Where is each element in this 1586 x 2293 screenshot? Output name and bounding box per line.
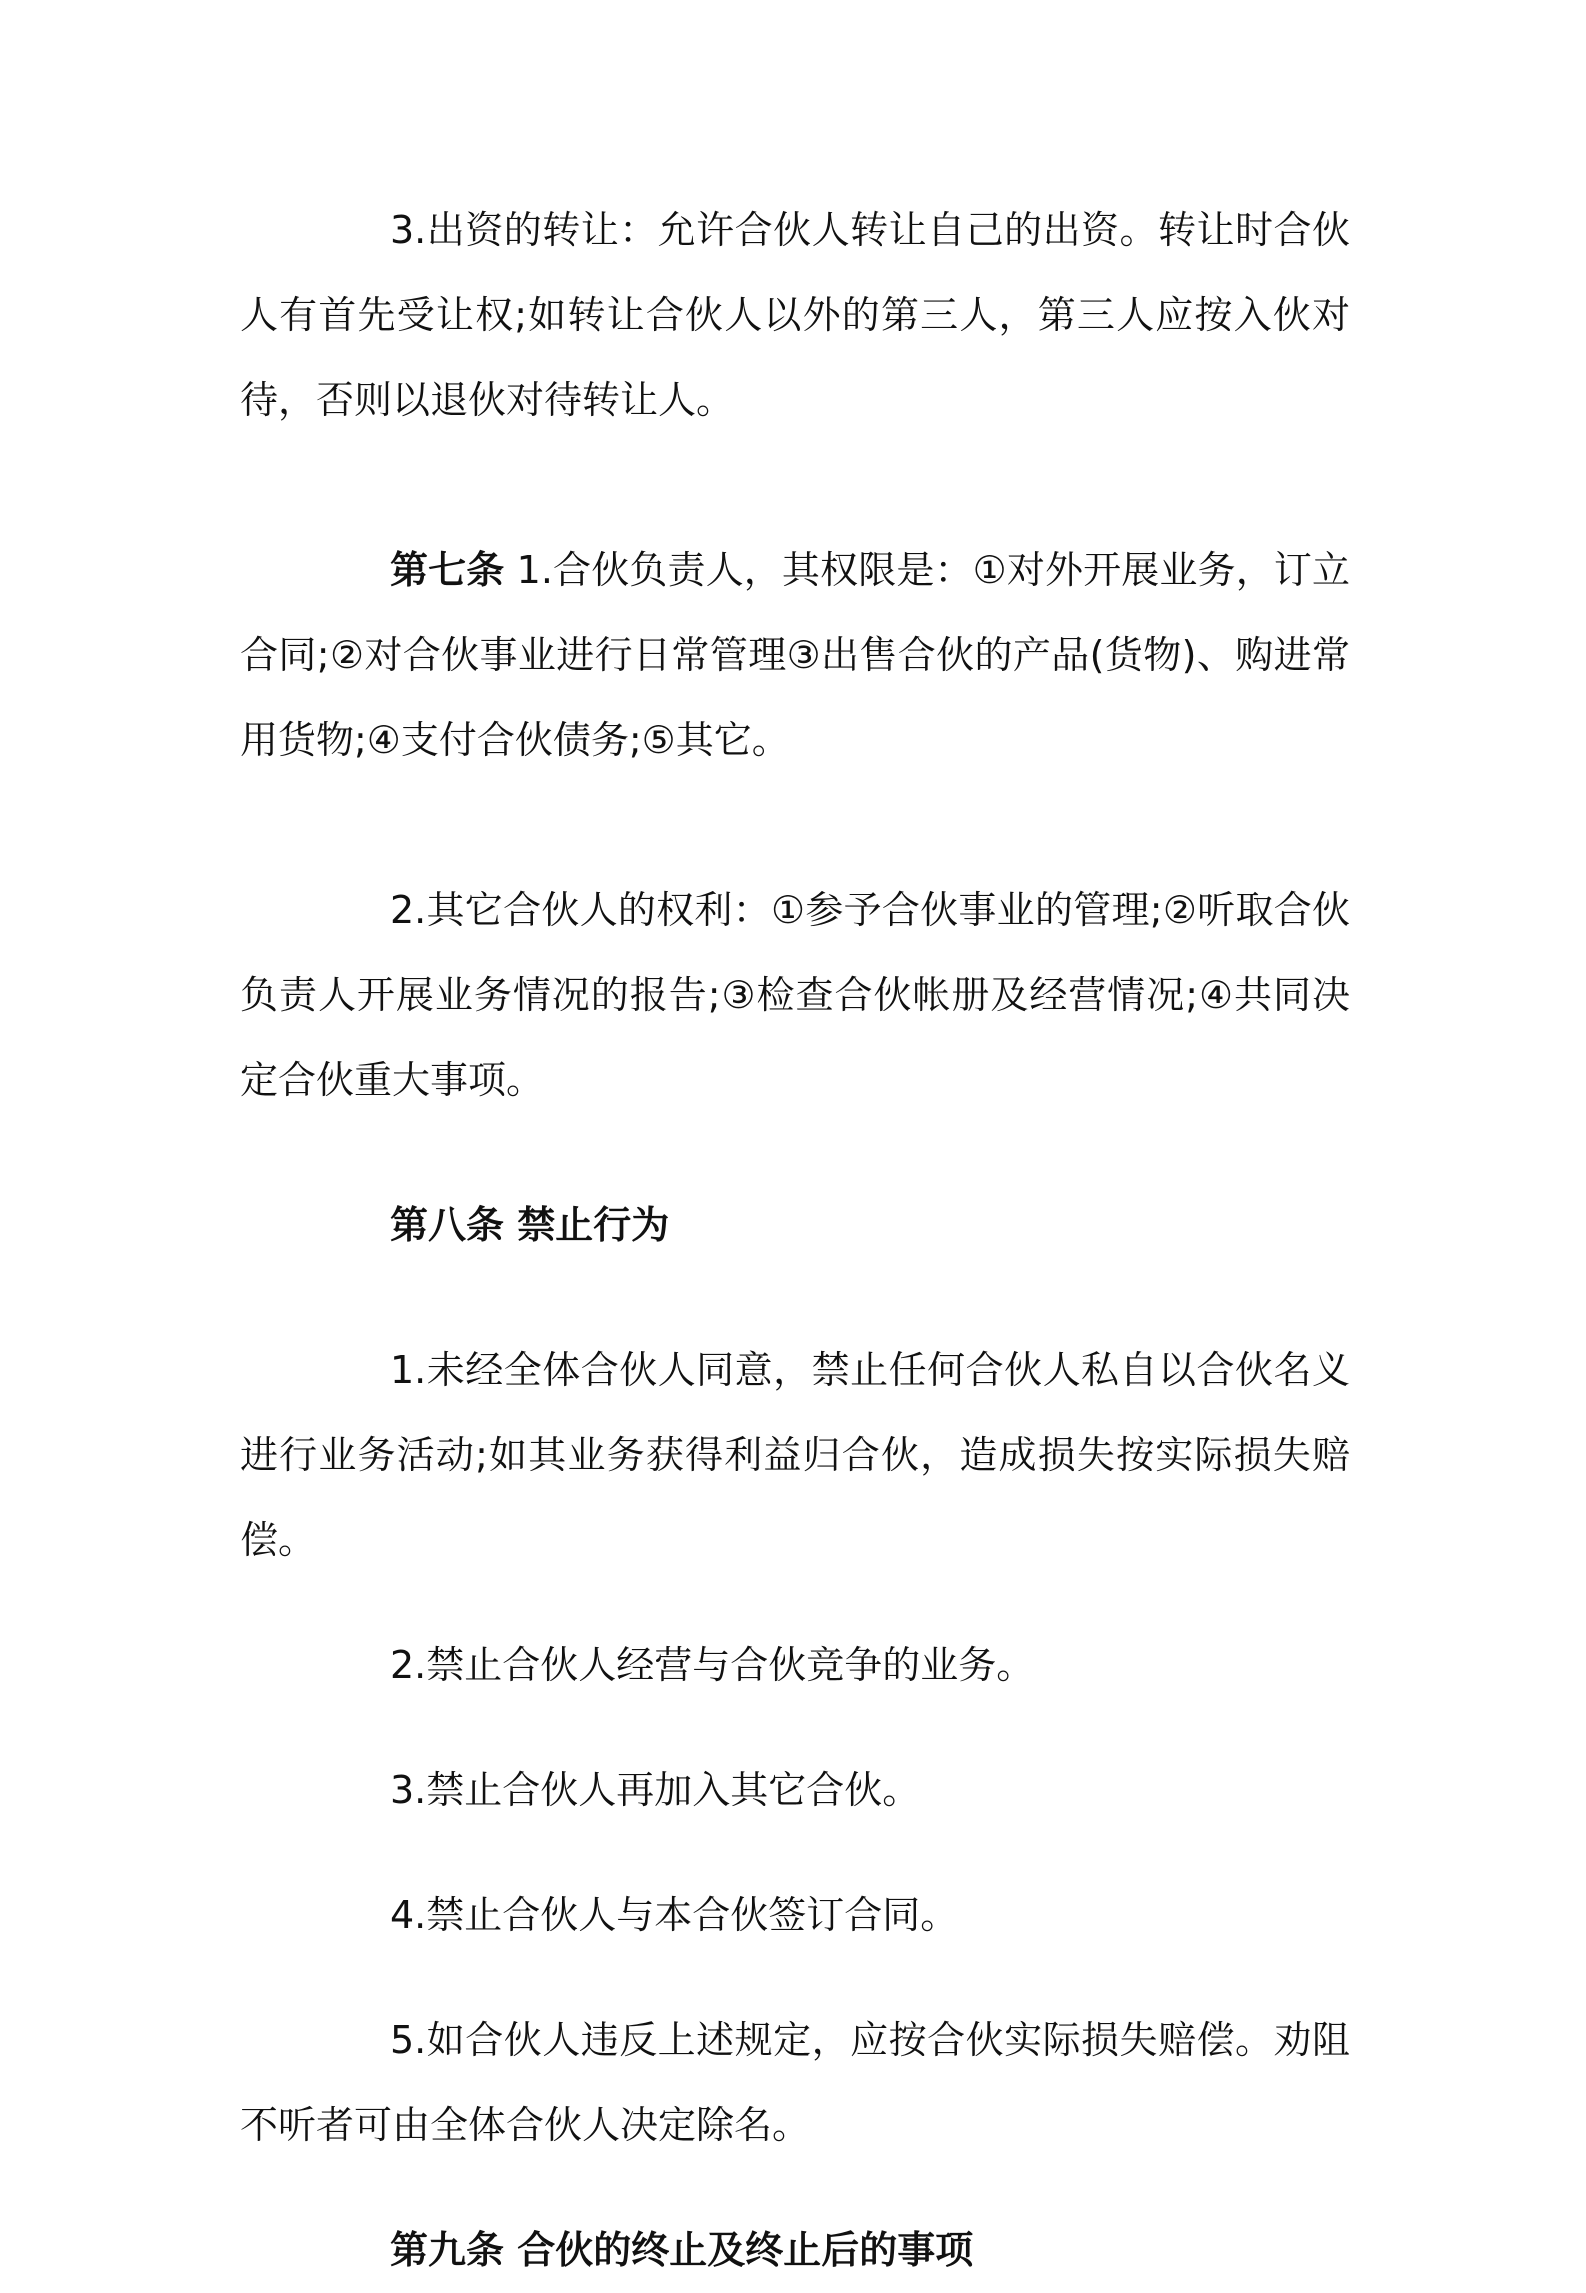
article-7-text: 1.合伙负责人，其权限是：①对外开展业务，订立合同;②对合伙事业进行日常管理③出售合伙的产品(货物)、购进常用货物;④支付合伙债务;⑤其它。 [240, 548, 1350, 762]
paragraph-article-7 [240, 528, 1350, 783]
paragraph-other-partner-rights: 2.其它合伙人的权利：①参予合伙事业的管理;②听取合伙负责人开展业务情况的报告;③检查合伙帐册及经营情况;④共同决定合伙重大事项。 [240, 888, 1350, 1102]
paragraph-prohibition-4: 4.禁止合伙人与本合伙签订合同。 [390, 1893, 959, 1937]
paragraph-capital-transfer: 3.出资的转让：允许合伙人转让自己的出资。转让时合伙人有首先受让权;如转让合伙人以外的第三人，第三人应按入伙对待，否则以退伙对待转让人。 [240, 208, 1350, 422]
heading-article-9: 第九条 合伙的终止及终止后的事项 [390, 2228, 974, 2272]
document-page [240, 0, 1350, 2293]
paragraph-prohibition-1: 1.未经全体合伙人同意，禁止任何合伙人私自以合伙名义进行业务活动;如其业务获得利益归合伙，造成损失按实际损失赔偿。 [240, 1348, 1350, 1562]
article-7-label: 第七条 [390, 548, 505, 592]
paragraph-prohibition-2: 2.禁止合伙人经营与合伙竞争的业务。 [390, 1643, 1035, 1687]
heading-article-8: 第八条 禁止行为 [390, 1203, 670, 1247]
paragraph-prohibition-3: 3.禁止合伙人再加入其它合伙。 [390, 1768, 921, 1812]
paragraph-prohibition-5: 5.如合伙人违反上述规定，应按合伙实际损失赔偿。劝阻不听者可由全体合伙人决定除名。 [240, 2018, 1350, 2147]
